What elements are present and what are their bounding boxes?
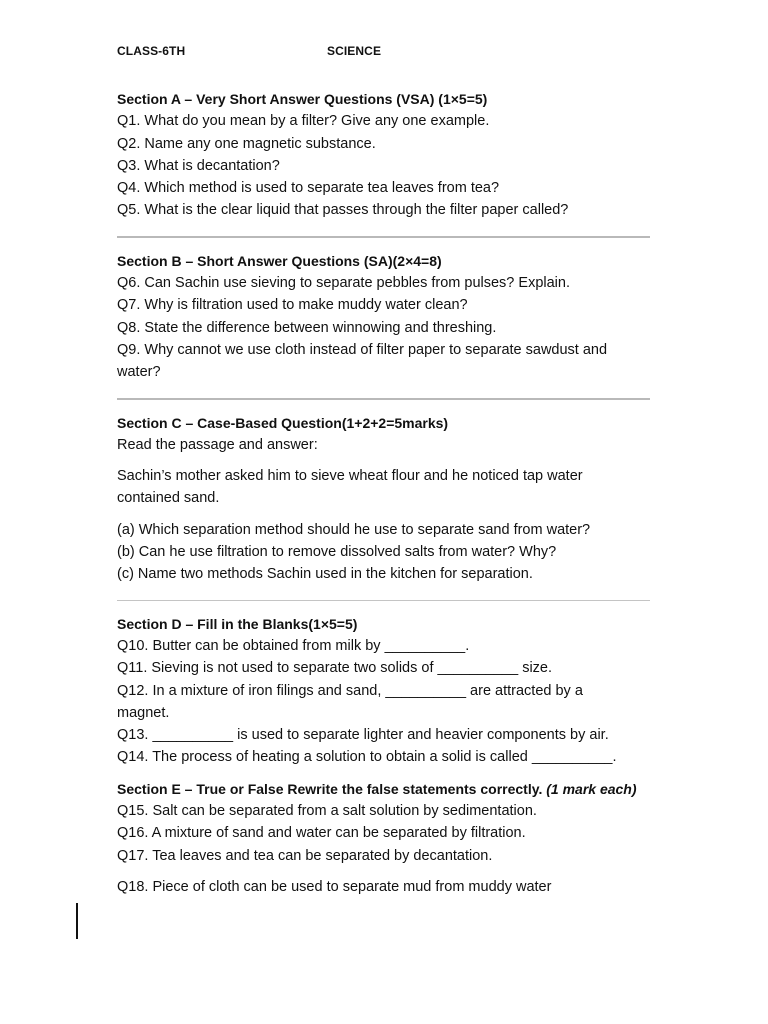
question-line: Q2. Name any one magnetic substance. [117, 135, 376, 152]
question-line: Q6. Can Sachin use sieving to separate pebbles from pulses? Explain. [117, 275, 570, 292]
section-divider [117, 600, 650, 601]
question-line: magnet. [117, 704, 170, 721]
question-line: (a) Which separation method should he use to separate sand from water? [117, 521, 591, 538]
question-line: Q9. Why cannot we use cloth instead of filter paper to separate sawdust and [117, 341, 608, 358]
section-e-title-text: Section E – True or False Rewrite the false statements correctly. [117, 780, 543, 797]
question-line: Q17. Tea leaves and tea can be separated by decantation. [117, 847, 493, 864]
page-header [117, 44, 382, 58]
text-cursor [76, 903, 78, 939]
section-d [117, 613, 662, 769]
section-a [117, 88, 662, 222]
passage-line: contained sand. [117, 490, 220, 507]
question-line: Q13. __________ is used to separate lighter and heavier components by air. [117, 727, 609, 744]
question-line: Q10. Butter can be obtained from milk by __________. [117, 637, 470, 654]
question-line: Q16. A mixture of sand and water can be separated by filtration. [117, 825, 526, 842]
section-e-title [117, 778, 662, 800]
worksheet-body [117, 88, 662, 898]
section-c [117, 412, 662, 586]
section-c-instruction: Read the passage and answer: [117, 436, 318, 453]
question-line: Q7. Why is filtration used to make muddy water clean? [117, 297, 468, 314]
passage-line: Sachin’s mother asked him to sieve wheat flour and he noticed tap water [117, 468, 583, 485]
section-e-marks: (1 mark each) [546, 780, 637, 797]
section-divider [117, 398, 650, 400]
question-line: Q12. In a mixture of iron filings and sand, __________ are attracted by a [117, 682, 583, 699]
question-line: Q11. Sieving is not used to separate two solids of __________ size. [117, 660, 553, 677]
question-line: (b) Can he use filtration to remove dissolved salts from water? Why? [117, 544, 557, 561]
question-line: Q5. What is the clear liquid that passes through the filter paper called? [117, 202, 569, 219]
class-label: CLASS-6TH [117, 44, 186, 58]
subject-label: SCIENCE [327, 44, 382, 58]
section-d-title: Section D – Fill in the Blanks(1×5=5) [117, 615, 358, 632]
section-divider [117, 236, 650, 238]
question-line: water? [117, 364, 161, 381]
question-line: Q4. Which method is used to separate tea leaves from tea? [117, 180, 500, 197]
question-line: Q18. Piece of cloth can be used to separate mud from muddy water [117, 878, 552, 895]
section-b [117, 250, 662, 384]
section-c-title: Section C – Case-Based Question(1+2+2=5marks) [117, 414, 449, 431]
section-a-title: Section A – Very Short Answer Questions (VSA) (1×5=5) [117, 91, 488, 107]
section-b-title: Section B – Short Answer Questions (SA)(2×4=8) [117, 252, 442, 269]
question-line: Q1. What do you mean by a filter? Give any one example. [117, 113, 490, 130]
section-e [117, 778, 662, 898]
question-line: Q3. What is decantation? [117, 157, 280, 174]
question-line: Q15. Salt can be separated from a salt solution by sedimentation. [117, 803, 537, 820]
question-line: (c) Name two methods Sachin used in the kitchen for separation. [117, 566, 533, 583]
question-line: Q14. The process of heating a solution to obtain a solid is called __________. [117, 749, 617, 766]
question-line: Q8. State the difference between winnowing and threshing. [117, 319, 497, 336]
